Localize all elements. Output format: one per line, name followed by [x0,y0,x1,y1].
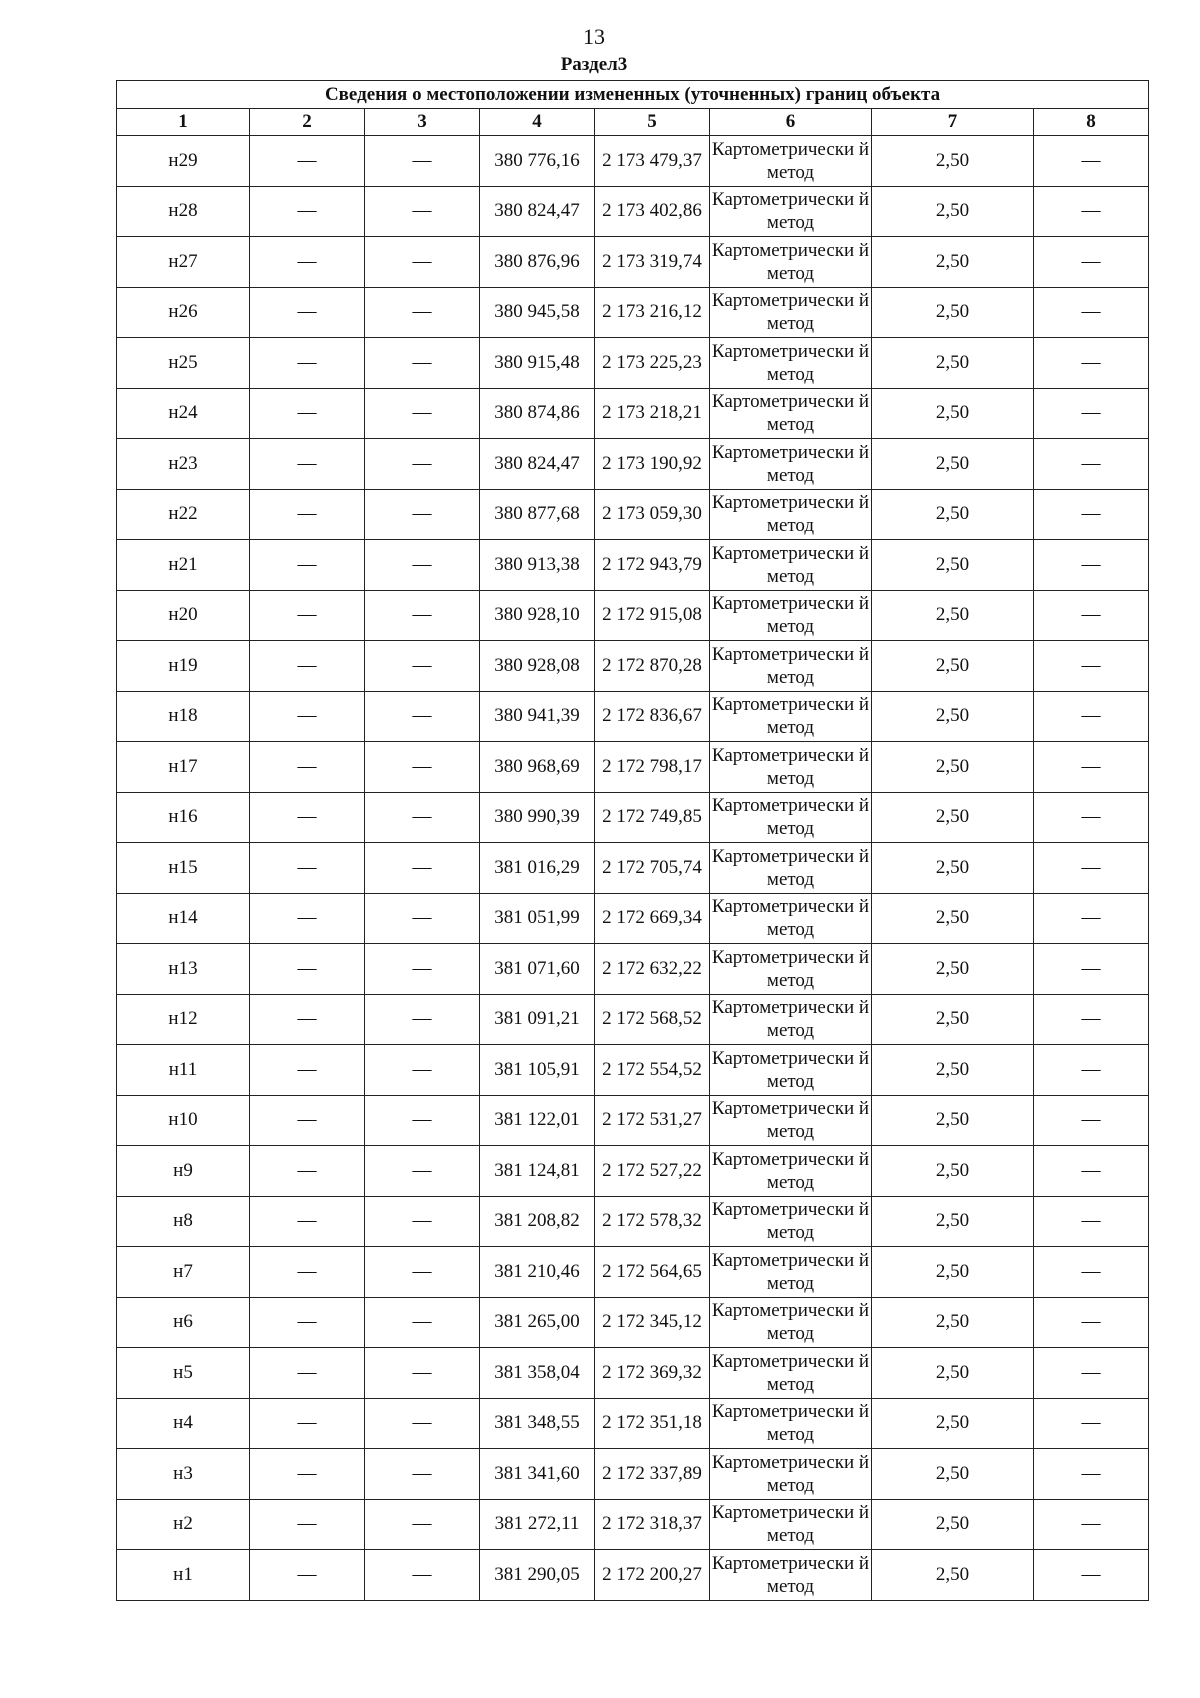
method-cell: Картометрически й метод [710,1449,872,1500]
x-coordinate-cell: 380 776,16 [480,136,595,187]
y-coordinate-cell: 2 172 318,37 [595,1499,710,1550]
blank-cell: — [365,1045,480,1096]
description-cell: — [1034,893,1149,944]
description-cell: — [1034,1499,1149,1550]
blank-cell: — [365,1449,480,1500]
y-coordinate-cell: 2 172 705,74 [595,843,710,894]
blank-cell: — [365,1398,480,1449]
accuracy-cell: 2,50 [872,1095,1034,1146]
y-coordinate-cell: 2 173 218,21 [595,388,710,439]
point-name-cell: н23 [117,439,250,490]
y-coordinate-cell: 2 173 216,12 [595,287,710,338]
point-name-cell: н26 [117,287,250,338]
blank-cell: — [250,1449,365,1500]
method-cell: Картометрически й метод [710,388,872,439]
table-row [117,186,1149,237]
point-name-cell: н1 [117,1550,250,1601]
point-name-cell: н12 [117,994,250,1045]
x-coordinate-cell: 381 341,60 [480,1449,595,1500]
y-coordinate-cell: 2 172 578,32 [595,1196,710,1247]
blank-cell: — [250,1045,365,1096]
x-coordinate-cell: 380 824,47 [480,439,595,490]
y-coordinate-cell: 2 172 527,22 [595,1146,710,1197]
y-coordinate-cell: 2 173 059,30 [595,489,710,540]
y-coordinate-cell: 2 172 915,08 [595,590,710,641]
blank-cell: — [250,1348,365,1399]
blank-cell: — [365,1247,480,1298]
blank-cell: — [365,237,480,288]
blank-cell: — [250,893,365,944]
accuracy-cell: 2,50 [872,489,1034,540]
column-header: 4 [480,109,595,136]
blank-cell: — [250,540,365,591]
blank-cell: — [250,287,365,338]
table-row [117,1348,1149,1399]
table-row [117,237,1149,288]
section-title: Раздел3 [560,54,628,75]
column-header: 1 [117,109,250,136]
y-coordinate-cell: 2 172 337,89 [595,1449,710,1500]
blank-cell: — [365,691,480,742]
method-cell: Картометрически й метод [710,1247,872,1298]
blank-cell: — [365,1095,480,1146]
method-cell: Картометрически й метод [710,1045,872,1096]
description-cell: — [1034,489,1149,540]
accuracy-cell: 2,50 [872,1045,1034,1096]
blank-cell: — [365,1348,480,1399]
description-cell: — [1034,388,1149,439]
method-cell: Картометрически й метод [710,439,872,490]
table-row [117,439,1149,490]
y-coordinate-cell: 2 173 402,86 [595,186,710,237]
blank-cell: — [250,136,365,187]
table-row [117,388,1149,439]
blank-cell: — [250,691,365,742]
description-cell: — [1034,1095,1149,1146]
x-coordinate-cell: 380 945,58 [480,287,595,338]
table-row [117,590,1149,641]
x-coordinate-cell: 380 928,10 [480,590,595,641]
accuracy-cell: 2,50 [872,944,1034,995]
x-coordinate-cell: 380 874,86 [480,388,595,439]
y-coordinate-cell: 2 173 319,74 [595,237,710,288]
description-cell: — [1034,792,1149,843]
blank-cell: — [365,893,480,944]
blank-cell: — [365,792,480,843]
blank-cell: — [365,590,480,641]
accuracy-cell: 2,50 [872,439,1034,490]
blank-cell: — [250,1247,365,1298]
blank-cell: — [250,1499,365,1550]
point-name-cell: н27 [117,237,250,288]
blank-cell: — [365,540,480,591]
y-coordinate-cell: 2 172 554,52 [595,1045,710,1096]
blank-cell: — [250,388,365,439]
accuracy-cell: 2,50 [872,590,1034,641]
accuracy-cell: 2,50 [872,540,1034,591]
x-coordinate-cell: 381 265,00 [480,1297,595,1348]
method-cell: Картометрически й метод [710,590,872,641]
accuracy-cell: 2,50 [872,338,1034,389]
point-name-cell: н16 [117,792,250,843]
point-name-cell: н19 [117,641,250,692]
table-row [117,1297,1149,1348]
method-cell: Картометрически й метод [710,186,872,237]
blank-cell: — [365,1196,480,1247]
accuracy-cell: 2,50 [872,641,1034,692]
table-row [117,893,1149,944]
blank-cell: — [250,742,365,793]
blank-cell: — [365,843,480,894]
blank-cell: — [250,1146,365,1197]
accuracy-cell: 2,50 [872,186,1034,237]
table-row [117,792,1149,843]
accuracy-cell: 2,50 [872,136,1034,187]
description-cell: — [1034,994,1149,1045]
table-row [117,1247,1149,1298]
table-row [117,1146,1149,1197]
accuracy-cell: 2,50 [872,237,1034,288]
x-coordinate-cell: 380 876,96 [480,237,595,288]
method-cell: Картометрически й метод [710,1499,872,1550]
blank-cell: — [250,186,365,237]
blank-cell: — [250,1398,365,1449]
description-cell: — [1034,136,1149,187]
point-name-cell: н9 [117,1146,250,1197]
accuracy-cell: 2,50 [872,287,1034,338]
table-row [117,1196,1149,1247]
description-cell: — [1034,1348,1149,1399]
page-number: 13 [583,24,605,49]
description-cell: — [1034,691,1149,742]
y-coordinate-cell: 2 172 351,18 [595,1398,710,1449]
y-coordinate-cell: 2 172 200,27 [595,1550,710,1601]
column-header: 3 [365,109,480,136]
column-header: 2 [250,109,365,136]
table-row [117,338,1149,389]
description-cell: — [1034,742,1149,793]
description-cell: — [1034,944,1149,995]
table-row [117,1398,1149,1449]
boundary-coordinates-table [116,80,1149,1601]
description-cell: — [1034,1550,1149,1601]
description-cell: — [1034,1398,1149,1449]
table-row [117,1550,1149,1601]
table-row [117,1045,1149,1096]
accuracy-cell: 2,50 [872,994,1034,1045]
blank-cell: — [365,1550,480,1601]
column-header: 7 [872,109,1034,136]
blank-cell: — [365,186,480,237]
column-header: 8 [1034,109,1149,136]
y-coordinate-cell: 2 172 568,52 [595,994,710,1045]
description-cell: — [1034,590,1149,641]
x-coordinate-cell: 381 122,01 [480,1095,595,1146]
blank-cell: — [365,641,480,692]
table-caption: Сведения о местоположении измененных (уточненных) границ объекта [117,81,1149,109]
point-name-cell: н4 [117,1398,250,1449]
description-cell: — [1034,843,1149,894]
method-cell: Картометрически й метод [710,338,872,389]
blank-cell: — [365,489,480,540]
table-row [117,641,1149,692]
method-cell: Картометрически й метод [710,1196,872,1247]
x-coordinate-cell: 380 915,48 [480,338,595,389]
table-row [117,994,1149,1045]
point-name-cell: н2 [117,1499,250,1550]
x-coordinate-cell: 381 290,05 [480,1550,595,1601]
x-coordinate-cell: 380 913,38 [480,540,595,591]
method-cell: Картометрически й метод [710,1297,872,1348]
blank-cell: — [250,237,365,288]
point-name-cell: н3 [117,1449,250,1500]
point-name-cell: н29 [117,136,250,187]
description-cell: — [1034,287,1149,338]
blank-cell: — [250,641,365,692]
table-row [117,287,1149,338]
blank-cell: — [365,439,480,490]
point-name-cell: н13 [117,944,250,995]
method-cell: Картометрически й метод [710,691,872,742]
blank-cell: — [250,439,365,490]
method-cell: Картометрически й метод [710,136,872,187]
method-cell: Картометрически й метод [710,237,872,288]
table-row [117,1449,1149,1500]
x-coordinate-cell: 381 358,04 [480,1348,595,1399]
blank-cell: — [365,944,480,995]
table-row [117,136,1149,187]
point-name-cell: н28 [117,186,250,237]
description-cell: — [1034,186,1149,237]
blank-cell: — [365,388,480,439]
point-name-cell: н18 [117,691,250,742]
table-body [117,136,1149,1601]
x-coordinate-cell: 381 051,99 [480,893,595,944]
method-cell: Картометрически й метод [710,540,872,591]
method-cell: Картометрически й метод [710,944,872,995]
column-number-row [117,109,1149,136]
y-coordinate-cell: 2 172 531,27 [595,1095,710,1146]
blank-cell: — [365,1297,480,1348]
method-cell: Картометрически й метод [710,641,872,692]
accuracy-cell: 2,50 [872,1449,1034,1500]
point-name-cell: н22 [117,489,250,540]
blank-cell: — [250,590,365,641]
table-row [117,1095,1149,1146]
blank-cell: — [250,994,365,1045]
point-name-cell: н7 [117,1247,250,1298]
description-cell: — [1034,1297,1149,1348]
blank-cell: — [250,1196,365,1247]
point-name-cell: н5 [117,1348,250,1399]
point-name-cell: н25 [117,338,250,389]
method-cell: Картометрически й метод [710,1398,872,1449]
column-header: 6 [710,109,872,136]
method-cell: Картометрически й метод [710,1095,872,1146]
y-coordinate-cell: 2 172 345,12 [595,1297,710,1348]
x-coordinate-cell: 380 941,39 [480,691,595,742]
point-name-cell: н6 [117,1297,250,1348]
method-cell: Картометрически й метод [710,489,872,540]
x-coordinate-cell: 381 105,91 [480,1045,595,1096]
table-row [117,540,1149,591]
point-name-cell: н10 [117,1095,250,1146]
y-coordinate-cell: 2 172 870,28 [595,641,710,692]
x-coordinate-cell: 381 348,55 [480,1398,595,1449]
method-cell: Картометрически й метод [710,287,872,338]
x-coordinate-cell: 380 824,47 [480,186,595,237]
method-cell: Картометрически й метод [710,792,872,843]
blank-cell: — [250,792,365,843]
accuracy-cell: 2,50 [872,742,1034,793]
blank-cell: — [250,338,365,389]
x-coordinate-cell: 380 990,39 [480,792,595,843]
blank-cell: — [365,994,480,1045]
y-coordinate-cell: 2 173 225,23 [595,338,710,389]
blank-cell: — [250,1550,365,1601]
blank-cell: — [365,338,480,389]
description-cell: — [1034,1146,1149,1197]
accuracy-cell: 2,50 [872,1348,1034,1399]
point-name-cell: н14 [117,893,250,944]
y-coordinate-cell: 2 172 943,79 [595,540,710,591]
x-coordinate-cell: 381 124,81 [480,1146,595,1197]
x-coordinate-cell: 380 928,08 [480,641,595,692]
y-coordinate-cell: 2 172 632,22 [595,944,710,995]
accuracy-cell: 2,50 [872,1499,1034,1550]
blank-cell: — [365,742,480,793]
x-coordinate-cell: 380 877,68 [480,489,595,540]
y-coordinate-cell: 2 172 669,34 [595,893,710,944]
point-name-cell: н15 [117,843,250,894]
y-coordinate-cell: 2 172 798,17 [595,742,710,793]
x-coordinate-cell: 381 208,82 [480,1196,595,1247]
blank-cell: — [250,1297,365,1348]
description-cell: — [1034,1045,1149,1096]
x-coordinate-cell: 381 016,29 [480,843,595,894]
accuracy-cell: 2,50 [872,691,1034,742]
blank-cell: — [365,136,480,187]
x-coordinate-cell: 380 968,69 [480,742,595,793]
method-cell: Картометрически й метод [710,994,872,1045]
description-cell: — [1034,1196,1149,1247]
accuracy-cell: 2,50 [872,1146,1034,1197]
accuracy-cell: 2,50 [872,1196,1034,1247]
method-cell: Картометрически й метод [710,1348,872,1399]
y-coordinate-cell: 2 173 479,37 [595,136,710,187]
description-cell: — [1034,338,1149,389]
method-cell: Картометрически й метод [710,1550,872,1601]
x-coordinate-cell: 381 272,11 [480,1499,595,1550]
y-coordinate-cell: 2 173 190,92 [595,439,710,490]
blank-cell: — [365,287,480,338]
method-cell: Картометрически й метод [710,1146,872,1197]
y-coordinate-cell: 2 172 836,67 [595,691,710,742]
description-cell: — [1034,1247,1149,1298]
description-cell: — [1034,439,1149,490]
table-row [117,742,1149,793]
column-header: 5 [595,109,710,136]
blank-cell: — [365,1146,480,1197]
accuracy-cell: 2,50 [872,388,1034,439]
description-cell: — [1034,1449,1149,1500]
table-row [117,1499,1149,1550]
blank-cell: — [365,1499,480,1550]
table-row [117,691,1149,742]
accuracy-cell: 2,50 [872,792,1034,843]
blank-cell: — [250,843,365,894]
method-cell: Картометрически й метод [710,742,872,793]
blank-cell: — [250,944,365,995]
y-coordinate-cell: 2 172 749,85 [595,792,710,843]
x-coordinate-cell: 381 091,21 [480,994,595,1045]
accuracy-cell: 2,50 [872,1398,1034,1449]
point-name-cell: н8 [117,1196,250,1247]
point-name-cell: н11 [117,1045,250,1096]
description-cell: — [1034,237,1149,288]
table-row [117,843,1149,894]
method-cell: Картометрически й метод [710,893,872,944]
y-coordinate-cell: 2 172 564,65 [595,1247,710,1298]
x-coordinate-cell: 381 210,46 [480,1247,595,1298]
description-cell: — [1034,641,1149,692]
point-name-cell: н24 [117,388,250,439]
blank-cell: — [250,489,365,540]
point-name-cell: н20 [117,590,250,641]
table-row [117,944,1149,995]
accuracy-cell: 2,50 [872,1247,1034,1298]
description-cell: — [1034,540,1149,591]
x-coordinate-cell: 381 071,60 [480,944,595,995]
accuracy-cell: 2,50 [872,1297,1034,1348]
table-row [117,489,1149,540]
point-name-cell: н17 [117,742,250,793]
blank-cell: — [250,1095,365,1146]
accuracy-cell: 2,50 [872,893,1034,944]
method-cell: Картометрически й метод [710,843,872,894]
accuracy-cell: 2,50 [872,1550,1034,1601]
point-name-cell: н21 [117,540,250,591]
y-coordinate-cell: 2 172 369,32 [595,1348,710,1399]
accuracy-cell: 2,50 [872,843,1034,894]
